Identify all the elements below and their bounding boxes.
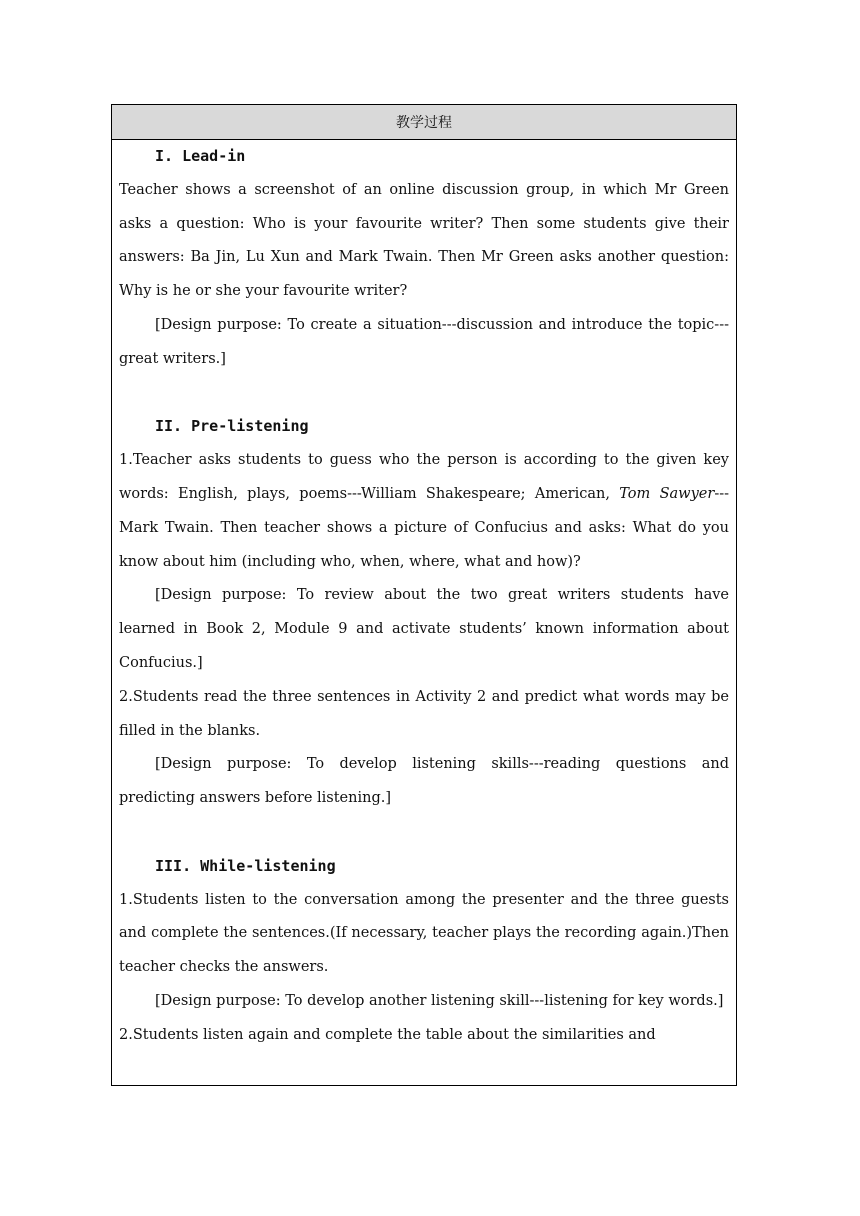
spacer	[119, 377, 729, 411]
spacer	[119, 816, 729, 850]
table-header: 教学过程	[112, 105, 736, 140]
section-heading-while-listening: III. While-listening	[155, 856, 336, 875]
pre-listening-step-1-text-a: 1.Teacher asks students to guess who the person is according to the given key words: English, plays, poems---William Shakespeare; American,	[119, 452, 729, 502]
pre-listening-design-purpose-2: [Design purpose: To develop listening skills---reading questions and predicting answers before listening.]	[119, 756, 729, 807]
pre-listening-step-2: 2.Students read the three sentences in Activity 2 and predict what words may be filled in the blanks.	[119, 688, 729, 739]
lead-in-paragraph: Teacher shows a screenshot of an online discussion group, in which Mr Green asks a question: Who is your favourite writer? Then some students give their answers: Ba Jin, Lu Xun and Mark Twain. Then Mr Green asks another question: Why is he or she your favourite writer?	[119, 181, 729, 300]
while-listening-step-2: 2.Students listen again and complete the table about the similarities and	[119, 1026, 656, 1043]
while-listening-design-purpose-1: [Design purpose: To develop another listening skill---listening for key words.]	[155, 992, 724, 1009]
lesson-process-table	[111, 104, 737, 1086]
pre-listening-step-1	[119, 444, 729, 579]
lead-in-design-purpose: [Design purpose: To create a situation---discussion and introduce the topic---great writers.]	[119, 316, 729, 367]
pre-listening-design-purpose-1: [Design purpose: To review about the two great writers students have learned in Book 2, Module 9 and activate students’ known information about Confucius.]	[119, 587, 729, 671]
book-title-italic: Tom Sawyer	[619, 485, 715, 502]
pre-listening-step-1-text-b: ---Mark Twain. Then teacher shows a picture of Confucius and asks: What do you know about him (including who, when, where, what and how)?	[119, 485, 730, 570]
section-heading-lead-in: I. Lead-in	[155, 147, 246, 165]
while-listening-step-1: 1.Students listen to the conversation among the presenter and the three guests and complete the sentences.(If necessary, teacher plays the recording again.)Then teacher checks the answers.	[119, 891, 729, 976]
table-body	[112, 140, 736, 1053]
section-heading-pre-listening: II. Pre-listening	[155, 417, 309, 436]
